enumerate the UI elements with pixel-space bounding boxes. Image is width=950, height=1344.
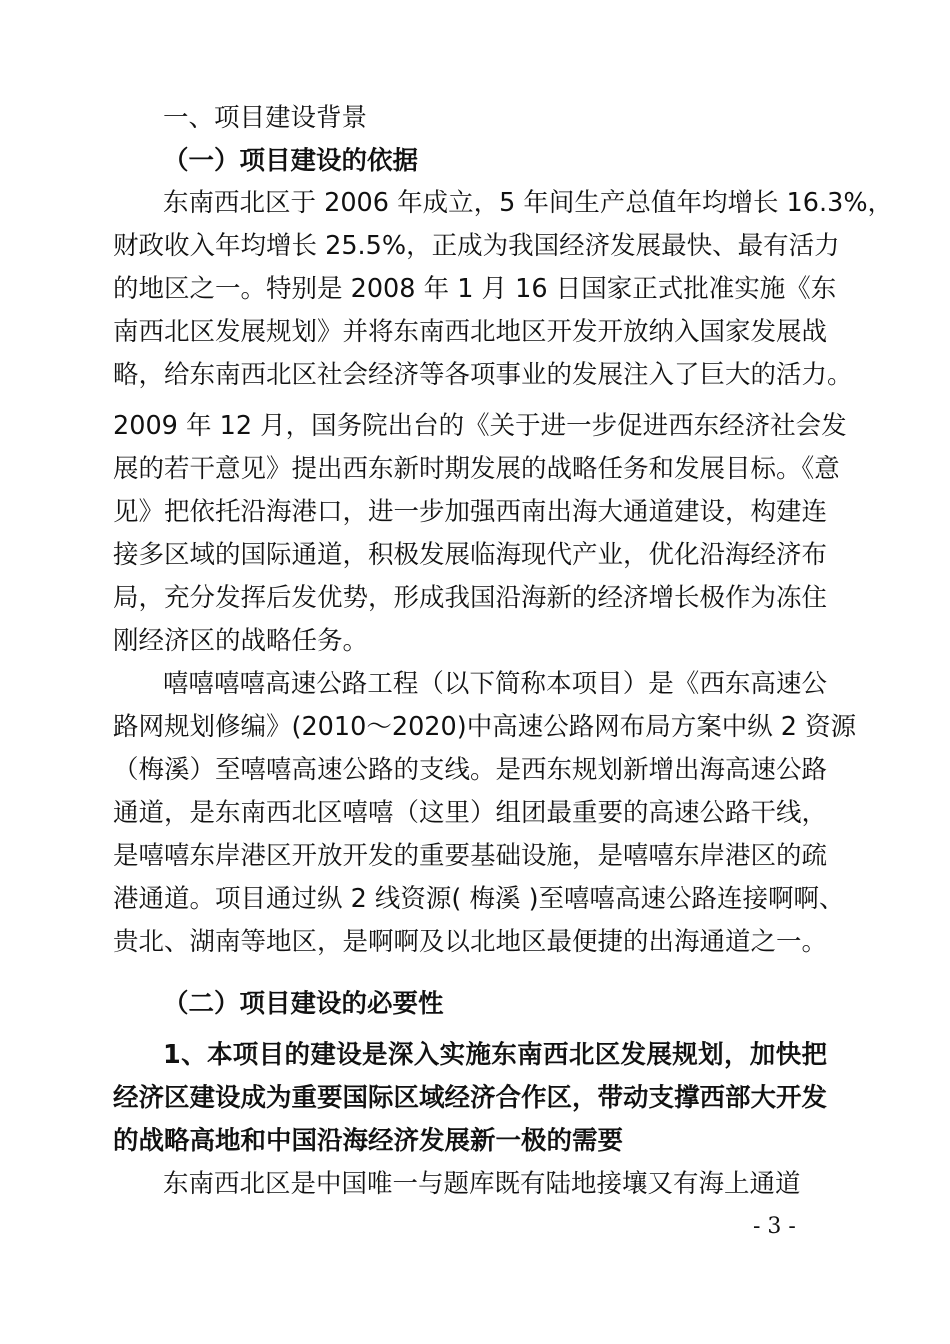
bold-paragraph-line: 经济区建设成为重要国际区域经济合作区，带动支撑西部大开发 (113, 1083, 828, 1113)
paragraph-line: 东南西北区是中国唯一与题库既有陆地接壤又有海上通道 (163, 1169, 801, 1199)
paragraph-line: 见》把依托沿海港口，进一步加强西南出海大通道建设，构建连 (113, 497, 828, 527)
paragraph-line: 嘻嘻嘻嘻高速公路工程（以下简称本项目）是《西东高速公 (163, 669, 827, 699)
paragraph-line: 东南西北区于 2006 年成立，5 年间生产总值年均增长 16.3%， (163, 188, 894, 218)
paragraph-line: 展的若干意见》提出西东新时期发展的战略任务和发展目标。《意 (113, 454, 840, 484)
paragraph-line: 局，充分发挥后发优势，形成我国沿海新的经济增长极作为冻住 (113, 583, 828, 613)
page-number: - 3 - (753, 1214, 796, 1239)
subsection-title: （二）项目建设的必要性 (163, 989, 444, 1019)
paragraph-line: 是嘻嘻东岸港区开放开发的重要基础设施，是嘻嘻东岸港区的疏 (113, 841, 828, 871)
bold-paragraph-line: 1、本项目的建设是深入实施东南西北区发展规划，加快把 (163, 1040, 827, 1070)
paragraph-line: 贵北、湖南等地区，是啊啊及以北地区最便捷的出海通道之一。 (113, 927, 828, 957)
paragraph-line: （梅溪）至嘻嘻高速公路的支线。是西东规划新增出海高速公路 (113, 755, 828, 785)
paragraph-line: 南西北区发展规划》并将东南西北地区开发开放纳入国家发展战 (113, 317, 828, 347)
paragraph-line: 2009 年 12 月，国务院出台的《关于进一步促进西东经济社会发 (113, 411, 847, 441)
paragraph-line: 的地区之一。特别是 2008 年 1 月 16 日国家正式批准实施《东 (113, 274, 837, 304)
bold-paragraph-line: 的战略高地和中国沿海经济发展新一极的需要 (113, 1126, 624, 1156)
subsection-title: （一）项目建设的依据 (163, 146, 419, 176)
paragraph-line: 财政收入年均增长 25.5%，正成为我国经济发展最快、最有活力 (113, 231, 840, 261)
paragraph-line: 略，给东南西北区社会经济等各项事业的发展注入了巨大的活力。 (113, 360, 853, 390)
paragraph-line: 通道，是东南西北区嘻嘻（这里）组团最重要的高速公路干线， (113, 798, 828, 828)
paragraph-line: 港通道。项目通过纵 2 线资源( 梅溪 )至嘻嘻高速公路连接啊啊、 (113, 884, 845, 914)
section-heading: 一、项目建设背景 (163, 103, 368, 133)
paragraph-line: 路网规划修编》(2010～2020)中高速公路网布局方案中纵 2 资源 (113, 712, 857, 742)
paragraph-line: 接多区域的国际通道，积极发展临海现代产业，优化沿海经济布 (113, 540, 828, 570)
paragraph-line: 刚经济区的战略任务。 (113, 626, 369, 656)
